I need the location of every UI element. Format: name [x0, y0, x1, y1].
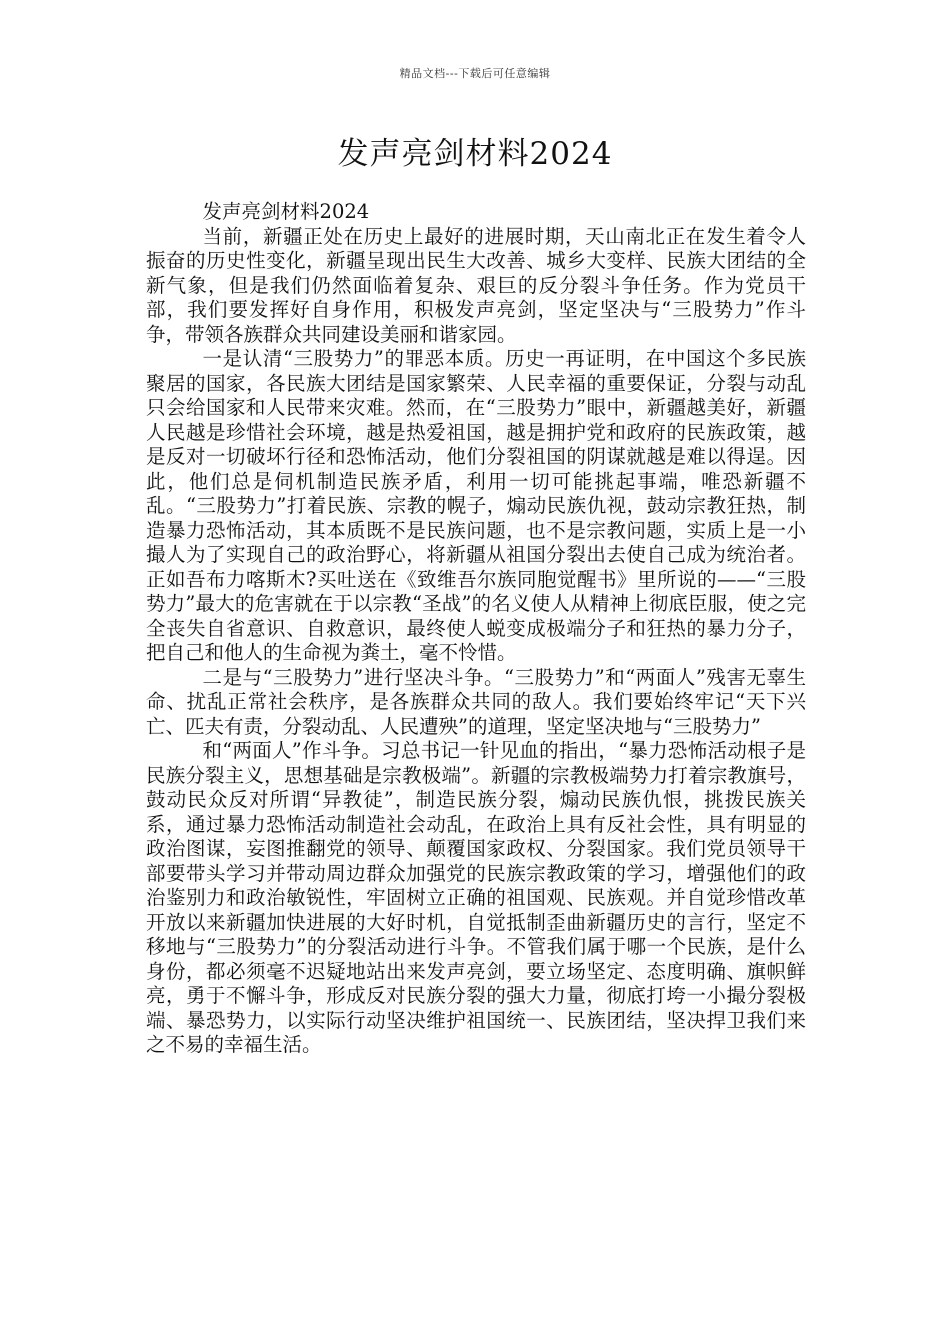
header-note: 精品文档---下载后可任意编辑 — [399, 67, 551, 80]
paragraph-continuation: 和“两面人”作斗争。习总书记一针见血的指出，“暴力恐怖活动根子是民族分裂主义，思想基础是宗教极端”。新疆的宗教极端势力打着宗教旗号，鼓动民众反对所谓“异教徒”，制造民族分裂，煽动民族仇恨，挑拨民族关系，通过暴力恐怖活动制造社会动乱，在政治上具有反社会性，具有明显的政治图谋，妄图推翻党的领导、颠覆国家政权、分裂国家。我们党员领导干部要带头学习并带动周边群众加强党的民族宗教政策的学习，增强他们的政治鉴别力和政治敏锐性，牢固树立正确的祖国观、民族观。并自觉珍惜改革开放以来新疆加快进展的大好时机，自觉抵制歪曲新疆历史的言行，坚定不移地与“三股势力”的分裂活动进行斗争。不管我们属于哪一个民族，是什么身份，都必须毫不迟疑地站出来发声亮剑，要立场坚定、态度明确、旗帜鲜亮，勇于不懈斗争，形成反对民族分裂的强大力量，彻底打垮一小撮分裂极端、暴恐势力，以实际行动坚决维护祖国统一、民族团结，坚决捍卫我们来之不易的幸福生活。 — [146, 739, 806, 1056]
paragraph-point-two: 二是与“三股势力”进行坚决斗争。“三股势力”和“两面人”残害无辜生命、扰乱正常社会秩序，是各族群众共同的敌人。我们要始终牢记“天下兴亡、匹夫有责，分裂动乱、人民遭殃”的道理，坚定坚决地与“三股势力” — [146, 665, 806, 738]
paragraph-subtitle: 发声亮剑材料2024 — [202, 200, 370, 223]
paragraph-point-one: 一是认清“三股势力”的罪恶本质。历史一再证明，在中国这个多民族聚居的国家，各民族大团结是国家繁荣、人民幸福的重要保证，分裂与动乱只会给国家和人民带来灾难。然而，在“三股势力”眼中，新疆越美好，新疆人民越是珍惜社会环境，越是热爱祖国，越是拥护党和政府的民族政策，越是反对一切破坏行径和恐怖活动，他们分裂祖国的阴谋就越是难以得逞。因此，他们总是伺机制造民族矛盾，利用一切可能挑起事端，唯恐新疆不乱。“三股势力”打着民族、宗教的幌子，煽动民族仇视，鼓动宗教狂热，制造暴力恐怖活动，其本质既不是民族问题，也不是宗教问题，实质上是一小撮人为了实现自己的政治野心，将新疆从祖国分裂出去使自己成为统治者。正如吾布力喀斯木?买吐送在《致维吾尔族同胞觉醒书》里所说的——“三股势力”最大的危害就在于以宗教“圣战”的名义使人从精神上彻底臣服，使之完全丧失自省意识、自救意识，最终使人蜕变成极端分子和狂热的暴力分子，把自己和他人的生命视为粪土，毫不怜惜。 — [146, 347, 806, 664]
document-body — [146, 200, 806, 1058]
paragraph-intro: 当前，新疆正处在历史上最好的进展时期，天山南北正在发生着令人振奋的历史性变化，新疆呈现出民生大改善、城乡大变样、民族大团结的全新气象，但是我们仍然面临着复杂、艰巨的反分裂斗争任务。作为党员干部，我们要发挥好自身作用，积极发声亮剑，坚定坚决与“三股势力”作斗争，带领各族群众共同建设美丽和谐家园。 — [146, 224, 806, 346]
document-title: 发声亮剑材料2024 — [337, 136, 613, 172]
